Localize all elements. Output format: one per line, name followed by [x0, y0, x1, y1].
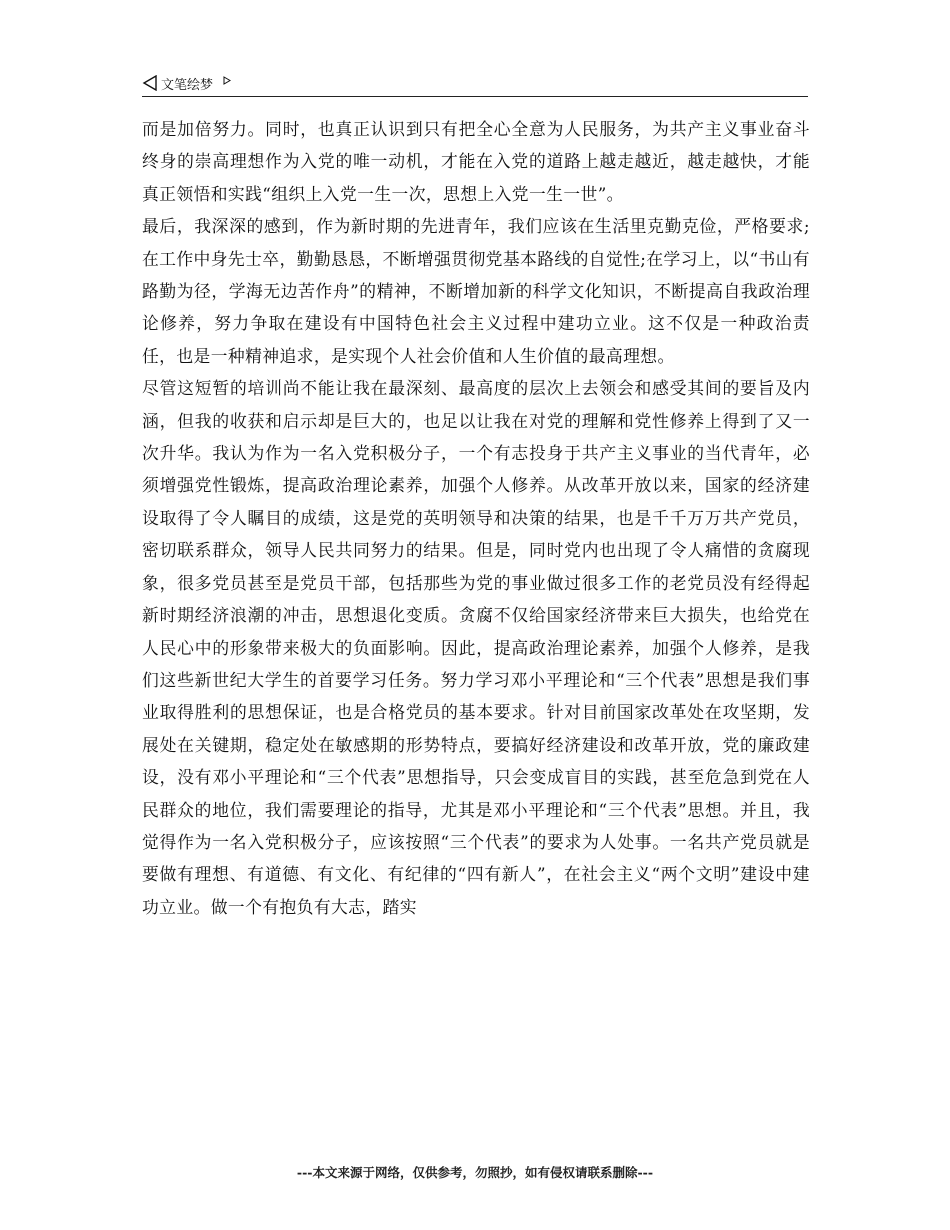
- footer-disclaimer: ---本文来源于网络，仅供参考，勿照抄，如有侵权请联系删除---: [296, 1165, 654, 1180]
- brand-label: 文笔绘梦: [161, 77, 214, 93]
- paragraph: 而是加倍努力。同时，也真正认识到只有把全心全意为人民服务，为共产主义事业奋斗终身的崇高理想作为入党的唯一动机，才能在入党的道路上越走越近，越走越快，才能真正领悟和实践“组织上入党一生一次，思想上入党一生一世”。: [142, 119, 810, 204]
- paragraph: 最后，我深深的感到，作为新时期的先进青年，我们应该在生活里克勤克俭，严格要求;在工作中身先士卒，勤勤恳恳，不断增强贯彻党基本路线的自觉性;在学习上，以“书山有路勤为径，学海无边苦作舟”的精神，不断增加新的科学文化知识，不断提高自我政治理论修养，努力争取在建设有中国特色社会主义过程中建功立业。这不仅是一种政治责任，也是一种精神追求，是实现个人社会价值和人生价值的最高理想。: [142, 216, 810, 366]
- triangle-right-icon: [223, 76, 231, 85]
- brand: [142, 72, 231, 94]
- page-header: [142, 72, 808, 97]
- paragraph: 尽管这短暂的培训尚不能让我在最深刻、最高度的层次上去领会和感受其间的要旨及内涵，但我的收获和启示却是巨大的，也足以让我在对党的理解和党性修养上得到了又一次升华。我认为作为一名入党积极分子，一个有志投身于共产主义事业的当代青年，必须增强党性锻炼，提高政治理论素养，加强个人修养。从改革开放以来，国家的经济建设取得了令人瞩目的成绩，这是党的英明领导和决策的结果，也是千千万万共产党员，密切联系群众，领导人民共同努力的结果。但是，同时党内也出现了令人痛惜的贪腐现象，很多党员甚至是党员干部，包括那些为党的事业做过很多工作的老党员没有经得起新时期经济浪潮的冲击，思想退化变质。贪腐不仅给国家经济带来巨大损失，也给党在人民心中的形象带来极大的负面影响。因此，提高政治理论素养，加强个人修养，是我们这些新世纪大学生的首要学习任务。努力学习邓小平理论和“三个代表”思想是我们事业取得胜利的思想保证，也是合格党员的基本要求。针对目前国家改革处在攻坚期，发展处在关键期，稳定处在敏感期的形势特点，要搞好经济建设和改革开放，党的廉政建设，没有邓小平理论和“三个代表”思想指导，只会变成盲目的实践，甚至危急到党在人民群众的地位，我们需要理论的指导，尤其是邓小平理论和“三个代表”思想。并且，我觉得作为一名入党积极分子，应该按照“三个代表”的要求为人处事。一名共产党员就是要做有理想、有道德、有文化、有纪律的“四有新人”，在社会主义“两个文明”建设中建功立业。做一个有抱负有大志，踏实: [142, 378, 810, 917]
- triangle-left-icon: [142, 75, 158, 91]
- document-body: [142, 113, 810, 923]
